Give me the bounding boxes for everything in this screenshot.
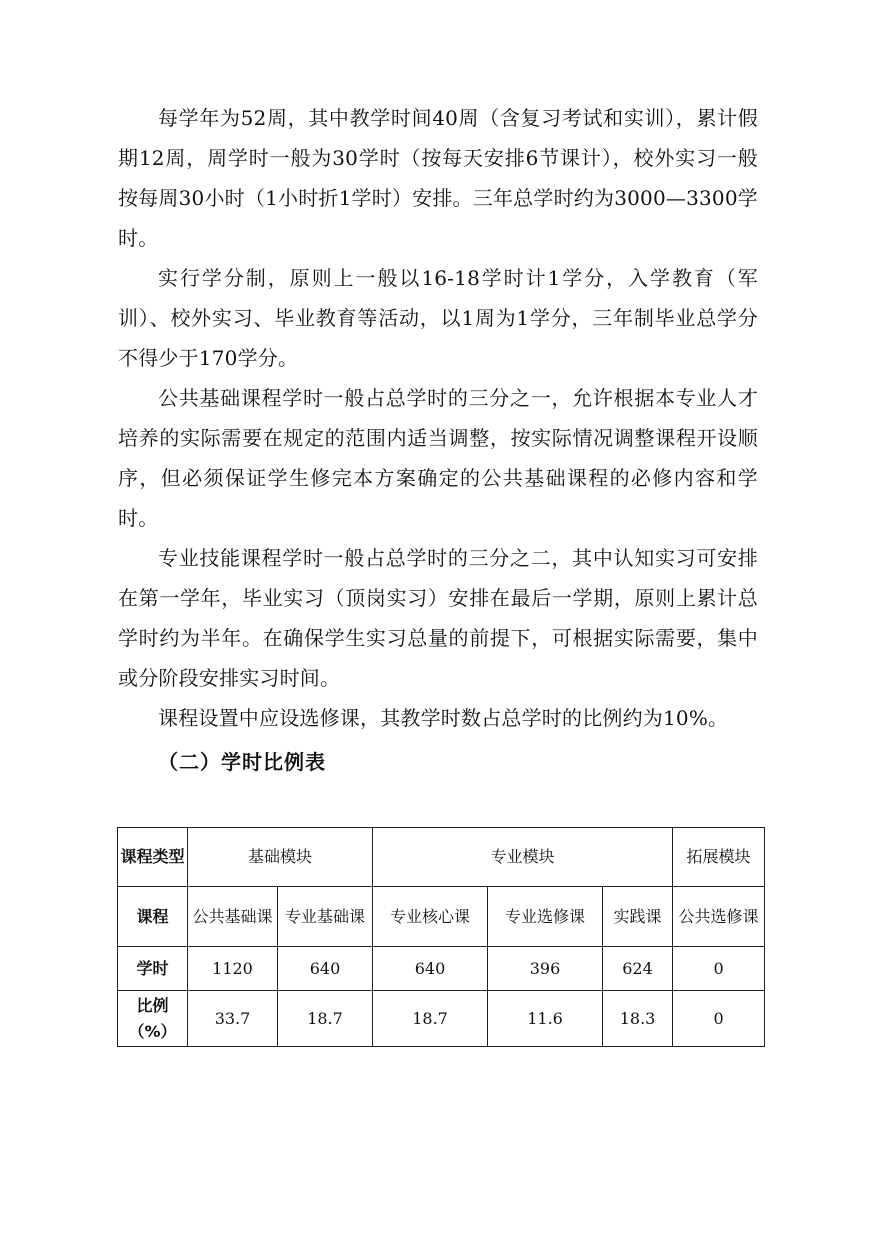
table-cell-ratio: 0 [673,991,765,1047]
table-row-course [118,887,765,947]
table-cell-hours: 640 [278,947,373,991]
table-cell-ratio: 18.7 [373,991,488,1047]
table-cell-hours-label: 学时 [118,947,188,991]
table-cell-ratio-label: 比例（%） [118,991,188,1047]
table-cell-module-basic: 基础模块 [188,828,373,887]
paragraph-professional-courses: 专业技能课程学时一般占总学时的三分之二，其中认知实习可安排在第一学年，毕业实习（顶岗实习）安排在最后一学期，原则上累计总学时约为半年。在确保学生实习总量的前提下，可根据实际需要，集中或分阶段安排实习时间。 [118,546,758,690]
table-cell-course: 公共基础课 [188,887,278,947]
table-cell-course: 专业基础课 [278,887,373,947]
table-cell-ratio: 18.3 [603,991,673,1047]
paragraph-public-courses: 公共基础课程学时一般占总学时的三分之一，允许根据本专业人才培养的实际需要在规定的范围内适当调整，按实际情况调整课程开设顺序，但必须保证学生修完本方案确定的公共基础课程的必修内容和学时。 [118,386,758,530]
table-row-hours [118,947,765,991]
table-cell-hours: 396 [488,947,603,991]
table-cell-hours: 1120 [188,947,278,991]
paragraph-credit-system: 实行学分制，原则上一般以16-18学时计1学分，入学教育（军训）、校外实习、毕业教育等活动，以1周为1学分，三年制毕业总学分不得少于170学分。 [118,266,758,370]
table-cell-ratio: 18.7 [278,991,373,1047]
table-cell-course: 公共选修课 [673,887,765,947]
table-cell-course-label: 课程 [118,887,188,947]
table-cell-course: 实践课 [603,887,673,947]
table-cell-ratio: 11.6 [488,991,603,1047]
table-row-module [118,828,765,887]
paragraph-academic-calendar: 每学年为52周，其中教学时间40周（含复习考试和实训），累计假期12周，周学时一般为30学时（按每天安排6节课计），校外实习一般按每周30小时（1小时折1学时）安排。三年总学时约为3000—3300学时。 [118,106,758,250]
section-heading: （二）学时比例表 [158,750,326,774]
table-cell-hours: 640 [373,947,488,991]
table-cell-course: 专业核心课 [373,887,488,947]
table-cell-hours: 624 [603,947,673,991]
hours-ratio-table [117,827,765,1047]
table-row-ratio [118,991,765,1047]
table-cell-course-type-label: 课程类型 [118,828,188,887]
table-cell-module-extension: 拓展模块 [673,828,765,887]
table-cell-ratio: 33.7 [188,991,278,1047]
table-cell-course: 专业选修课 [488,887,603,947]
table-cell-module-professional: 专业模块 [373,828,673,887]
paragraph-elective-courses: 课程设置中应设选修课，其教学时数占总学时的比例约为10%。 [158,706,729,730]
table-cell-hours: 0 [673,947,765,991]
